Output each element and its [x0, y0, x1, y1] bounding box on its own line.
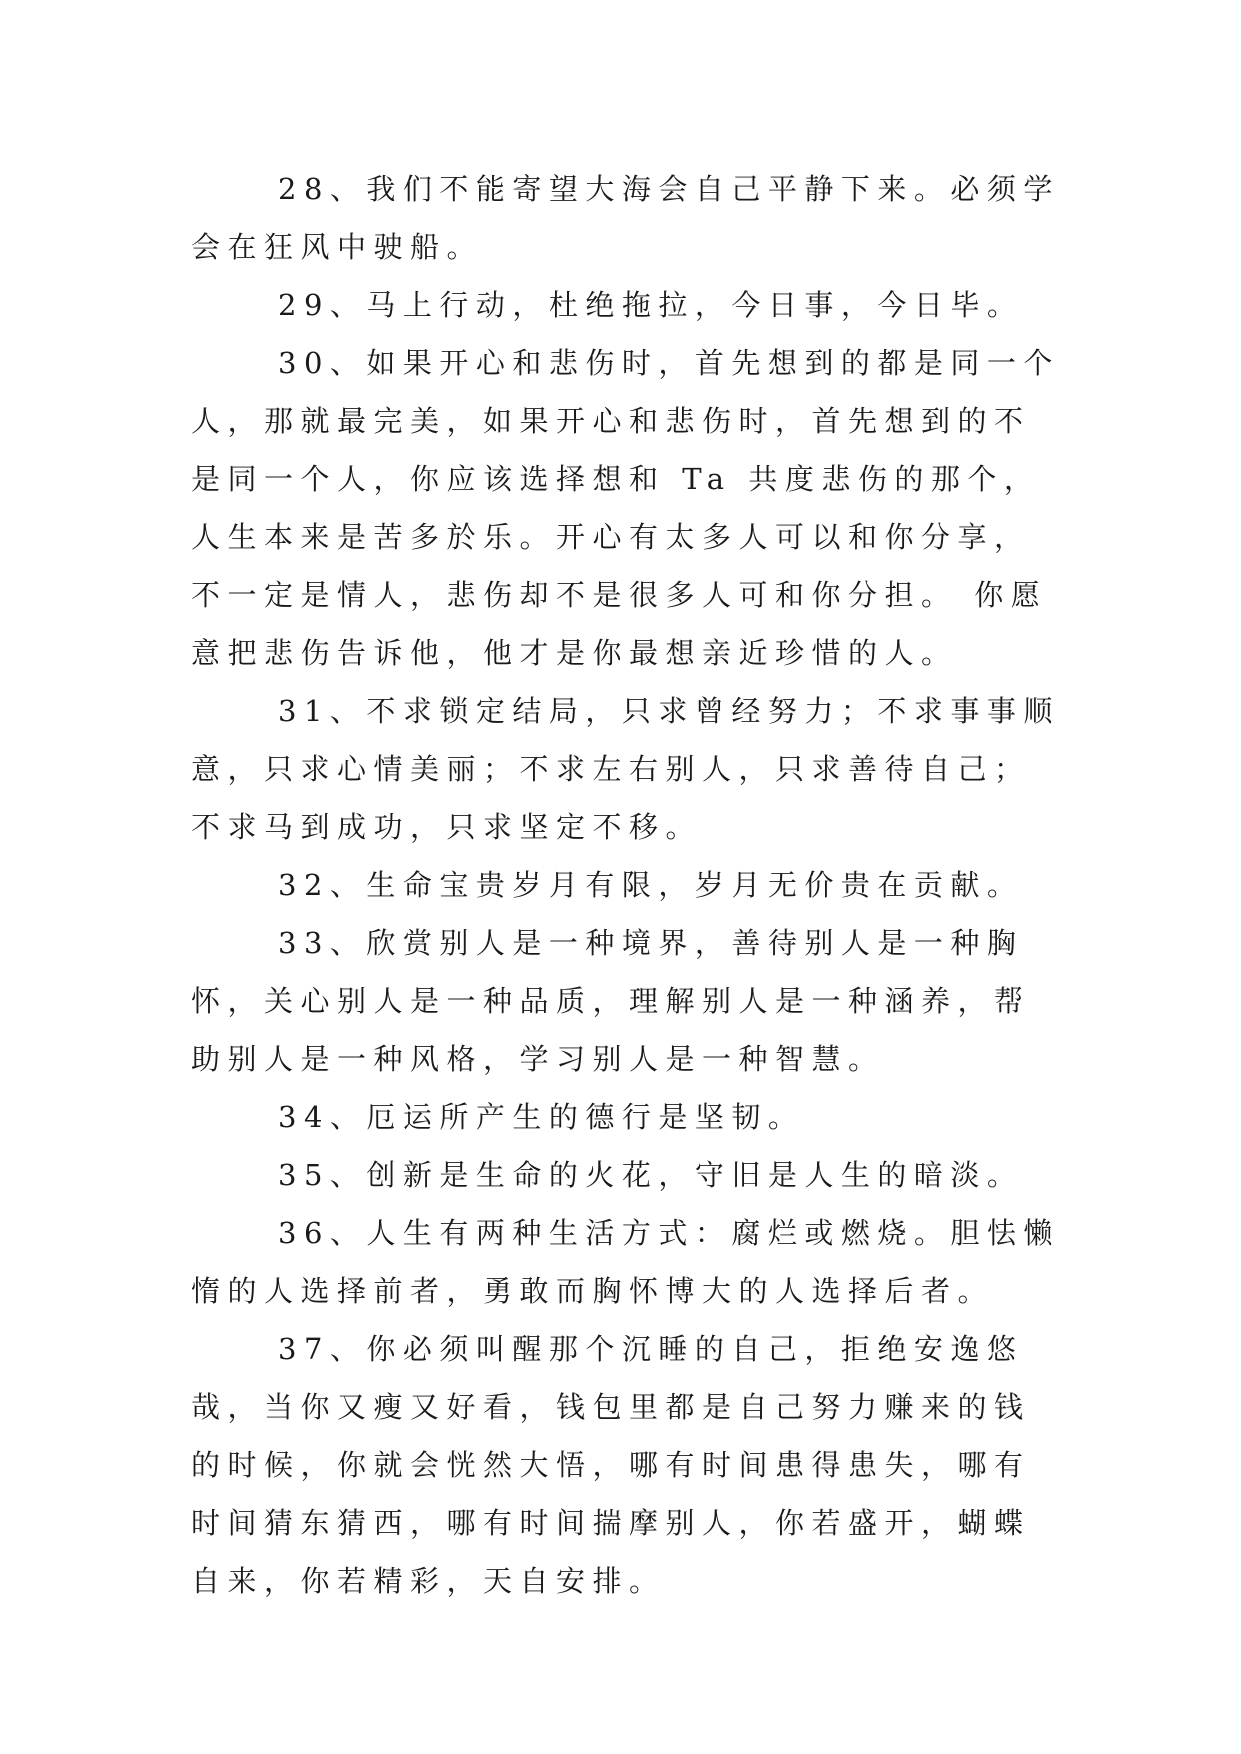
- quote-paragraph-37: 37、你必须叫醒那个沉睡的自己，拒绝安逸悠哉，当你又瘦又好看，钱包里都是自己努力赚来的钱的时候，你就会恍然大悟，哪有时间患得患失，哪有时间猜东猜西，哪有时间揣摩别人，你若盛开，蝴蝶自来，你若精彩，天自安排。: [191, 1332, 1031, 1598]
- quote-paragraph-33: 33、欣赏别人是一种境界，善待别人是一种胸怀，关心别人是一种品质，理解别人是一种涵养，帮助别人是一种风格，学习别人是一种智慧。: [191, 926, 1031, 1076]
- quote-paragraph-32: 32、生命宝贵岁月有限，岁月无价贵在贡献。: [278, 868, 1024, 902]
- quote-paragraph-30: 30、如果开心和悲伤时，首先想到的都是同一个人，那就最完美，如果开心和悲伤时，首先想到的不是同一个人，你应该选择想和 Ta 共度悲伤的那个，人生本来是苦多於乐。开心有太多人可以和你分享，不一定是情人，悲伤却不是很多人可和你分担。 你愿意把悲伤告诉他，他才是你最想亲近珍惜的人。: [191, 346, 1060, 670]
- document-body: [191, 160, 1066, 1610]
- quote-paragraph-35: 35、创新是生命的火花，守旧是人生的暗淡。: [278, 1158, 1024, 1192]
- quote-paragraph-29: 29、马上行动，杜绝拖拉，今日事，今日毕。: [278, 288, 1024, 322]
- quote-paragraph-28: 28、我们不能寄望大海会自己平静下来。必须学会在狂风中驶船。: [191, 172, 1060, 264]
- quote-paragraph-34: 34、厄运所产生的德行是坚韧。: [278, 1100, 805, 1134]
- quote-paragraph-31: 31、不求锁定结局，只求曾经努力；不求事事顺意，只求心情美丽；不求左右别人，只求善待自己；不求马到成功，只求坚定不移。: [191, 694, 1060, 844]
- quote-paragraph-36: 36、人生有两种生活方式：腐烂或燃烧。胆怯懒惰的人选择前者，勇敢而胸怀博大的人选择后者。: [191, 1216, 1060, 1308]
